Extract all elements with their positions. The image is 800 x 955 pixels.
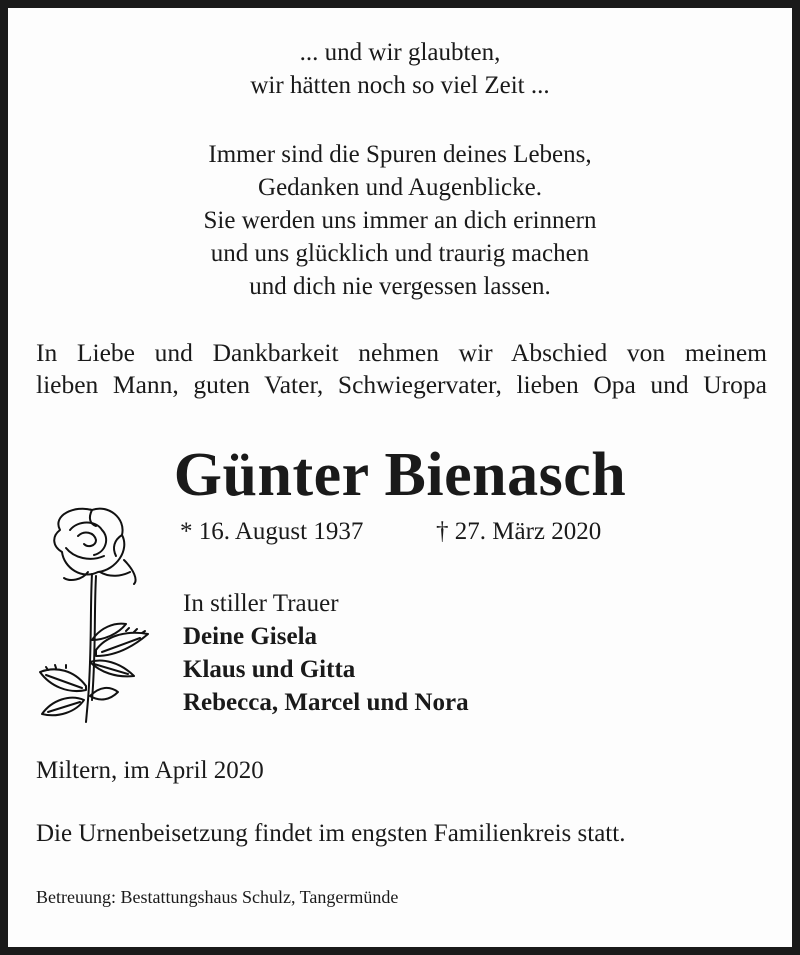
- place-date: Miltern, im April 2020: [36, 757, 264, 784]
- rose-icon: [30, 500, 160, 730]
- poem-line-4: Gedanken und Augenblicke.: [258, 174, 542, 201]
- intro-line-2: lieben Mann, guten Vater, Schwiegervater, lieben Opa und Uropa: [36, 370, 767, 399]
- burial-note: Die Urnenbeisetzung findet im engsten Familienkreis statt.: [36, 820, 626, 847]
- death-date: † 27. März 2020: [436, 518, 602, 545]
- poem-line-1: ... und wir glaubten,: [299, 39, 501, 66]
- poem-line-2: wir hätten noch so viel Zeit ...: [250, 72, 550, 99]
- mourner-name: Klaus und Gitta: [183, 656, 356, 683]
- mourner-name: Deine Gisela: [183, 623, 318, 650]
- mourners-intro: In stiller Trauer: [183, 590, 339, 617]
- birth-date: * 16. August 1937: [180, 518, 364, 545]
- mourner-name: Rebecca, Marcel und Nora: [183, 689, 469, 716]
- poem-line-3: Immer sind die Spuren deines Lebens,: [208, 141, 592, 168]
- undertaker-credit: Betreuung: Bestattungshaus Schulz, Tangermünde: [36, 887, 399, 907]
- poem-line-6: und uns glücklich und traurig machen: [210, 240, 590, 267]
- poem-line-7: und dich nie vergessen lassen.: [249, 273, 551, 300]
- deceased-name: Günter Bienasch: [173, 441, 627, 509]
- intro-line-1: In Liebe und Dankbarkeit nehmen wir Abschied von meinem: [36, 338, 767, 367]
- poem-line-5: Sie werden uns immer an dich erinnern: [203, 207, 597, 234]
